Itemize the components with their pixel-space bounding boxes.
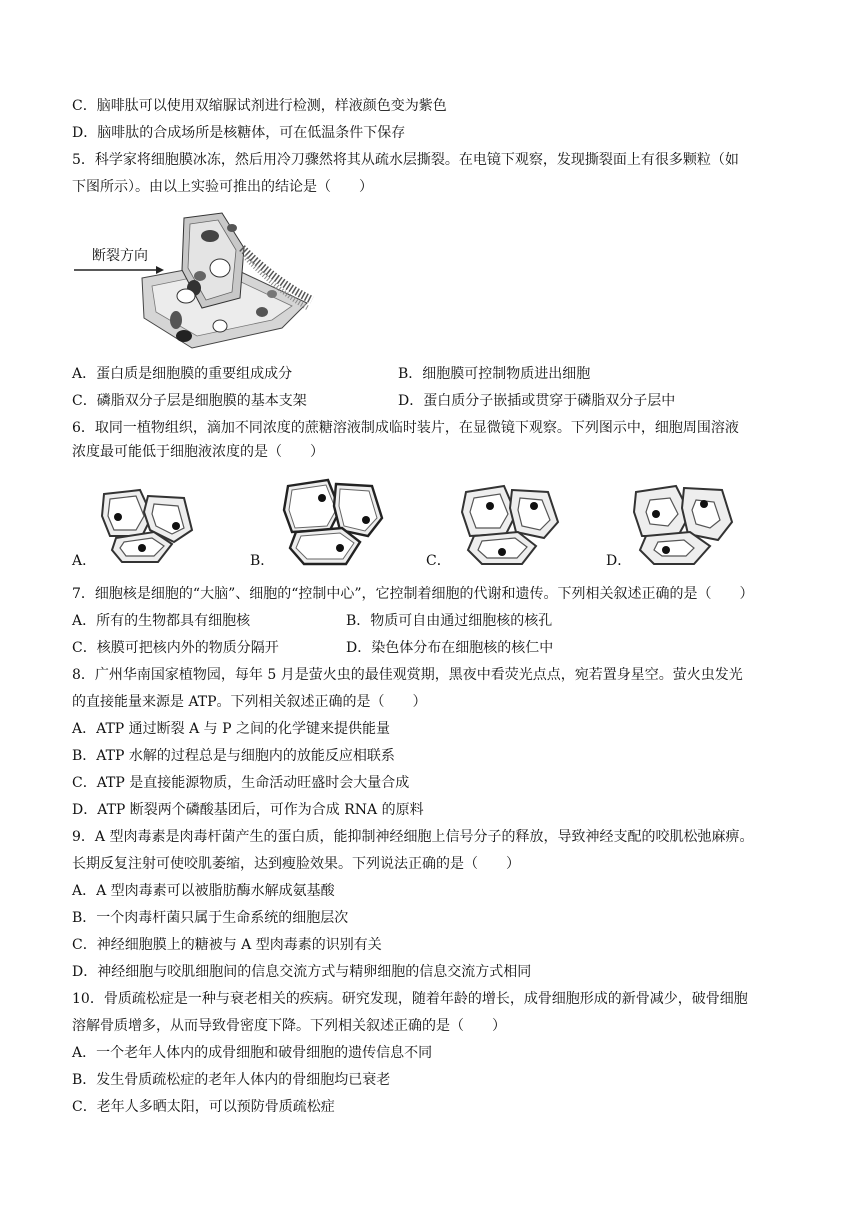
q10-stem-line1: 10．骨质疏松症是一种与衰老相关的疾病。研究发现，随着年龄的增长，成骨细胞形成的新骨减少，破骨细胞 bbox=[72, 991, 748, 1007]
q5-option-a: A．蛋白质是细胞膜的重要组成成分 bbox=[72, 366, 293, 382]
q6-option-b-label: B． bbox=[250, 553, 275, 569]
q9-option-c: C．神经细胞膜上的糖被与 A 型肉毒素的识别有关 bbox=[72, 937, 382, 953]
q9-option-a: A．A 型肉毒素可以被脂肪酶水解成氨基酸 bbox=[72, 883, 335, 899]
q6-option-a-label: A． bbox=[72, 553, 97, 569]
q5-option-b: B．细胞膜可控制物质进出细胞 bbox=[398, 366, 591, 382]
q8-stem-line1: 8．广州华南国家植物园，每年 5 月是萤火虫的最佳观赏期，黑夜中看荧光点点，宛若置身星空。萤火虫发光 bbox=[72, 667, 743, 683]
q5-stem-line2: 下图所示）。由以上实验可推出的结论是（ ） bbox=[72, 179, 373, 195]
q5-option-d: D．蛋白质分子嵌插或贯穿于磷脂双分子层中 bbox=[398, 393, 676, 409]
q6-stem-line1: 6．取同一植物组织，滴加不同浓度的蔗糖溶液制成临时装片，在显微镜下观察。下列图示中，细胞周围溶液 bbox=[72, 420, 739, 436]
q10-option-b: B．发生骨质疏松症的老年人体内的骨细胞均已衰老 bbox=[72, 1072, 391, 1088]
q7-stem: 7．细胞核是细胞的“大脑”、细胞的“控制中心”，它控制着细胞的代谢和遗传。下列相关叙述正确的是（ ） bbox=[72, 586, 754, 602]
q8-option-c: C．ATP 是直接能源物质，生命活动旺盛时会大量合成 bbox=[72, 775, 410, 791]
q6-cells-a bbox=[98, 486, 198, 566]
q10-option-a: A．一个老年人体内的成骨细胞和破骨细胞的遗传信息不同 bbox=[72, 1045, 433, 1061]
q4-option-c: C．脑啡肽可以使用双缩脲试剂进行检测，样液颜色变为紫色 bbox=[72, 98, 447, 114]
q10-stem-line2: 溶解骨质增多，从而导致骨密度下降。下列相关叙述正确的是（ ） bbox=[72, 1018, 506, 1034]
q9-option-b: B．一个肉毒杆菌只属于生命系统的细胞层次 bbox=[72, 910, 349, 926]
q6-option-d-label: D． bbox=[606, 553, 632, 569]
q9-stem-line2: 长期反复注射可使咬肌萎缩，达到瘦脸效果。下列说法正确的是（ ） bbox=[72, 856, 520, 872]
q9-stem-line1: 9．A 型肉毒素是肉毒杆菌产生的蛋白质，能抑制神经细胞上信号分子的释放，导致神经支配的咬肌松弛麻痹。 bbox=[72, 829, 754, 845]
fracture-direction-label: 断裂方向 bbox=[92, 249, 148, 264]
q6-cells-b bbox=[282, 478, 386, 566]
q9-option-d: D．神经细胞与咬肌细胞间的信息交流方式与精卵细胞的信息交流方式相同 bbox=[72, 964, 532, 980]
q5-stem-line1: 5．科学家将细胞膜冰冻，然后用冷刀骤然将其从疏水层撕裂。在电镜下观察，发现撕裂面上有很多颗粒（如 bbox=[72, 152, 739, 168]
q5-option-c: C．磷脂双分子层是细胞膜的基本支架 bbox=[72, 393, 307, 409]
q7-option-c: C．核膜可把核内外的物质分隔开 bbox=[72, 640, 279, 656]
q7-option-d: D．染色体分布在细胞核的核仁中 bbox=[346, 640, 554, 656]
q4-option-d: D．脑啡肽的合成场所是核糖体，可在低温条件下保存 bbox=[72, 125, 406, 141]
q7-option-a: A．所有的生物都具有细胞核 bbox=[72, 613, 251, 629]
q8-option-a: A．ATP 通过断裂 A 与 P 之间的化学键来提供能量 bbox=[72, 721, 390, 737]
q10-option-c: C．老年人多晒太阳，可以预防骨质疏松症 bbox=[72, 1099, 335, 1115]
q6-cells-c bbox=[460, 482, 562, 566]
q8-stem-line2: 的直接能量来源是 ATP。下列相关叙述正确的是（ ） bbox=[72, 694, 427, 710]
membrane-freeze-fracture-figure bbox=[72, 208, 322, 356]
q8-option-d: D．ATP 断裂两个磷酸基团后，可作为合成 RNA 的原料 bbox=[72, 802, 424, 818]
q6-stem-line2: 浓度最可能低于细胞液浓度的是（ ） bbox=[72, 444, 324, 460]
q6-option-c-label: C． bbox=[426, 553, 451, 569]
q6-cells-d bbox=[632, 482, 736, 566]
q7-option-b: B．物质可自由通过细胞核的核孔 bbox=[346, 613, 553, 629]
q8-option-b: B．ATP 水解的过程总是与细胞内的放能反应相联系 bbox=[72, 748, 395, 764]
